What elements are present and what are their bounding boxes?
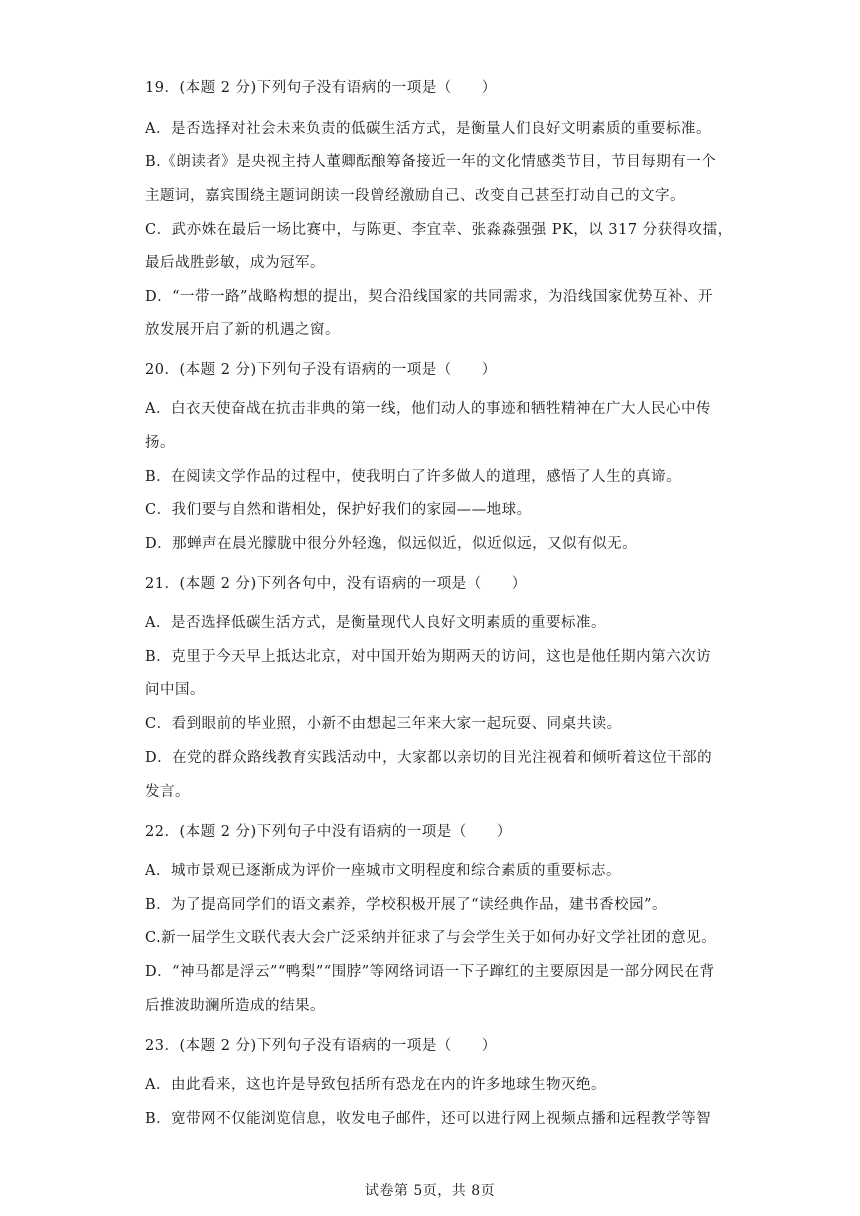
question-22-stem: 22．(本题 2 分)下列句子中没有语病的一项是（ ） [145,824,512,840]
question-19-option-d-line1: D．“一带一路”战略构想的提出，契合沿线国家的共同需求，为沿线国家优势互补、开 [145,289,713,305]
question-19-option-a: A．是否选择对社会未来负责的低碳生活方式，是衡量人们良好文明素质的重要标准。 [145,121,711,137]
page-footer: 试卷第 5页，共 8页 [364,1183,496,1199]
question-21-stem: 21．(本题 2 分)下列各句中，没有语病的一项是（ ） [145,576,527,592]
question-20-option-d: D．那蝉声在晨光朦胧中很分外轻逸，似远似近，似近似远，又似有似无。 [145,536,638,552]
question-19-option-b-line1: B.《朗读者》是央视主持人董卿酝酿筹备接近一年的文化情感类节目，节目每期有一个 [145,154,717,170]
question-19-stem: 19．(本题 2 分)下列句子没有语病的一项是（ ） [145,80,497,96]
question-21-option-d-line2: 发言。 [145,784,190,800]
question-19-option-d-line2: 放发展开启了新的机遇之窗。 [145,322,340,338]
question-20-option-a-line2: 扬。 [145,435,175,451]
question-20-stem: 20．(本题 2 分)下列句子没有语病的一项是（ ） [145,362,497,378]
question-21-option-b-line1: B．克里于今天早上抵达北京，对中国开始为期两天的访问，这也是他任期内第六次访 [145,649,712,665]
question-22-option-a: A．城市景观已逐渐成为评价一座城市文明程度和综合素质的重要标志。 [145,863,621,879]
question-22-option-b: B．为了提高同学们的语文素养，学校积极开展了“读经典作品，建书香校园”。 [145,897,667,913]
question-23-stem: 23．(本题 2 分)下列句子没有语病的一项是（ ） [145,1038,497,1054]
question-21-option-c: C．看到眼前的毕业照，小新不由想起三年来大家一起玩耍、同桌共读。 [145,716,622,732]
question-19-option-b-line2: 主题词，嘉宾围绕主题词朗读一段曾经激励自己、改变自己甚至打动自己的文字。 [145,188,685,204]
question-20-option-b: B．在阅读文学作品的过程中，使我明白了许多做人的道理，感悟了人生的真谛。 [145,469,682,485]
question-22-option-c: C.新一届学生文联代表大会广泛采纳并征求了与会学生关于如何办好文学社团的意见。 [145,930,717,946]
question-21-option-d-line1: D．在党的群众路线教育实践活动中，大家都以亲切的目光注视着和倾听着这位干部的 [145,750,713,766]
question-20-option-c: C．我们要与自然和谐相处，保护好我们的家园——地球。 [145,502,532,518]
question-23-option-a: A．由此看来，这也许是导致包括所有恐龙在内的许多地球生物灭绝。 [145,1077,606,1093]
question-20-option-a-line1: A．白衣天使奋战在抗击非典的第一线，他们动人的事迹和牺牲精神在广大人民心中传 [145,401,711,417]
question-19-option-c-line1: C．武亦姝在最后一场比赛中，与陈更、李宜幸、张淼淼强强 PK，以 317 分获得攻擂， [145,222,733,238]
question-19-option-c-line2: 最后战胜彭敏，成为冠军。 [145,255,325,271]
question-22-option-d-line1: D．“神马都是浮云”“鸭梨”“围脖”等网络词语一下子蹿红的主要原因是一部分网民在背 [145,964,715,980]
question-21-option-b-line2: 问中国。 [145,682,205,698]
question-23-option-b-line1: B．宽带网不仅能浏览信息，收发电子邮件，还可以进行网上视频点播和远程教学等智 [145,1111,712,1127]
question-21-option-a: A．是否选择低碳生活方式，是衡量现代人良好文明素质的重要标准。 [145,615,606,631]
question-22-option-d-line2: 后推波助澜所造成的结果。 [145,998,325,1014]
